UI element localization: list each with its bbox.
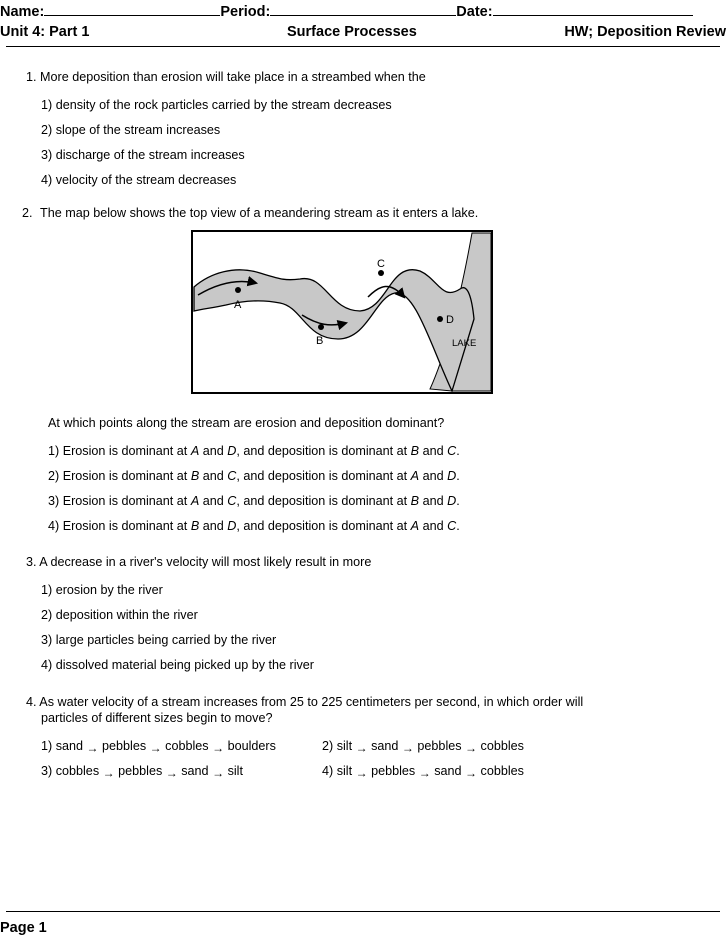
label-b: B: [316, 335, 324, 347]
q3-option-4[interactable]: 4) dissolved material being picked up by the river: [41, 658, 315, 672]
unit-title: Unit 4: Part 1: [0, 24, 90, 40]
arrow-icon: →: [102, 766, 115, 780]
q2-number: 2.: [22, 206, 33, 220]
label-a: A: [234, 299, 242, 311]
arrow-icon: →: [165, 766, 178, 780]
q3-option-3[interactable]: 3) large particles being carried by the river: [41, 633, 277, 647]
name-label: Name:: [0, 4, 45, 20]
q3-option-1[interactable]: 1) erosion by the river: [41, 583, 163, 597]
point-c: [378, 270, 384, 276]
arrow-icon: →: [401, 741, 414, 755]
q2-option-2[interactable]: 2) Erosion is dominant at B and C, and deposition is dominant at A and D.: [48, 469, 460, 483]
arrow-icon: →: [149, 741, 162, 755]
q2-question: At which points along the stream are erosion and deposition dominant?: [48, 416, 445, 430]
assignment-title: HW; Deposition Review: [564, 24, 726, 40]
point-d: [437, 316, 443, 322]
q2-option-4[interactable]: 4) Erosion is dominant at B and D, and deposition is dominant at A and C.: [48, 519, 460, 533]
label-c: C: [377, 258, 385, 270]
meandering-stream-map: [190, 229, 496, 395]
arrow-icon: →: [465, 741, 478, 755]
page-number: Page 1: [0, 920, 47, 936]
name-line[interactable]: [0, 3, 693, 20]
q4-option-3[interactable]: 3) cobbles → pebbles → sand → silt: [41, 764, 243, 780]
q4-option-2[interactable]: 2) silt → sand → pebbles → cobbles: [322, 739, 524, 755]
q1-option-4[interactable]: 4) velocity of the stream decreases: [41, 173, 237, 187]
date-blank[interactable]: [493, 3, 693, 16]
arrow-icon: →: [355, 741, 368, 755]
name-blank[interactable]: [44, 3, 220, 16]
lake-label: LAKE: [452, 338, 477, 349]
point-b: [318, 324, 324, 330]
arrow-icon: →: [212, 741, 225, 755]
q2-option-3[interactable]: 3) Erosion is dominant at A and C, and deposition is dominant at B and D.: [48, 494, 460, 508]
q1-option-2[interactable]: 2) slope of the stream increases: [41, 123, 221, 137]
q4-stem-line2: particles of different sizes begin to move?: [41, 711, 273, 725]
q3-stem: 3. A decrease in a river's velocity will most likely result in more: [26, 555, 372, 569]
period-label: Period:: [220, 4, 271, 20]
date-label: Date:: [456, 4, 493, 20]
q1-option-1[interactable]: 1) density of the rock particles carried by the stream decreases: [41, 98, 392, 112]
q1-stem: 1. More deposition than erosion will take place in a streambed when the: [26, 70, 426, 84]
point-a: [235, 287, 241, 293]
q4-option-4[interactable]: 4) silt → pebbles → sand → cobbles: [322, 764, 524, 780]
topic-title: Surface Processes: [287, 24, 417, 40]
arrow-icon: →: [465, 766, 478, 780]
arrow-icon: →: [212, 766, 225, 780]
q4-option-1[interactable]: 1) sand → pebbles → cobbles → boulders: [41, 739, 276, 755]
q2-stem: The map below shows the top view of a meandering stream as it enters a lake.: [40, 206, 479, 220]
q2-option-1[interactable]: 1) Erosion is dominant at A and D, and deposition is dominant at B and C.: [48, 444, 460, 458]
arrow-icon: →: [86, 741, 99, 755]
q3-option-2[interactable]: 2) deposition within the river: [41, 608, 198, 622]
period-blank[interactable]: [270, 3, 456, 16]
label-d: D: [446, 314, 454, 326]
arrow-icon: →: [418, 766, 431, 780]
arrow-icon: →: [355, 766, 368, 780]
header-rule: [6, 46, 720, 47]
footer-rule: [6, 911, 720, 912]
q1-option-3[interactable]: 3) discharge of the stream increases: [41, 148, 245, 162]
q4-stem-line1: 4. As water velocity of a stream increases from 25 to 225 centimeters per second, in which order will: [26, 695, 584, 709]
